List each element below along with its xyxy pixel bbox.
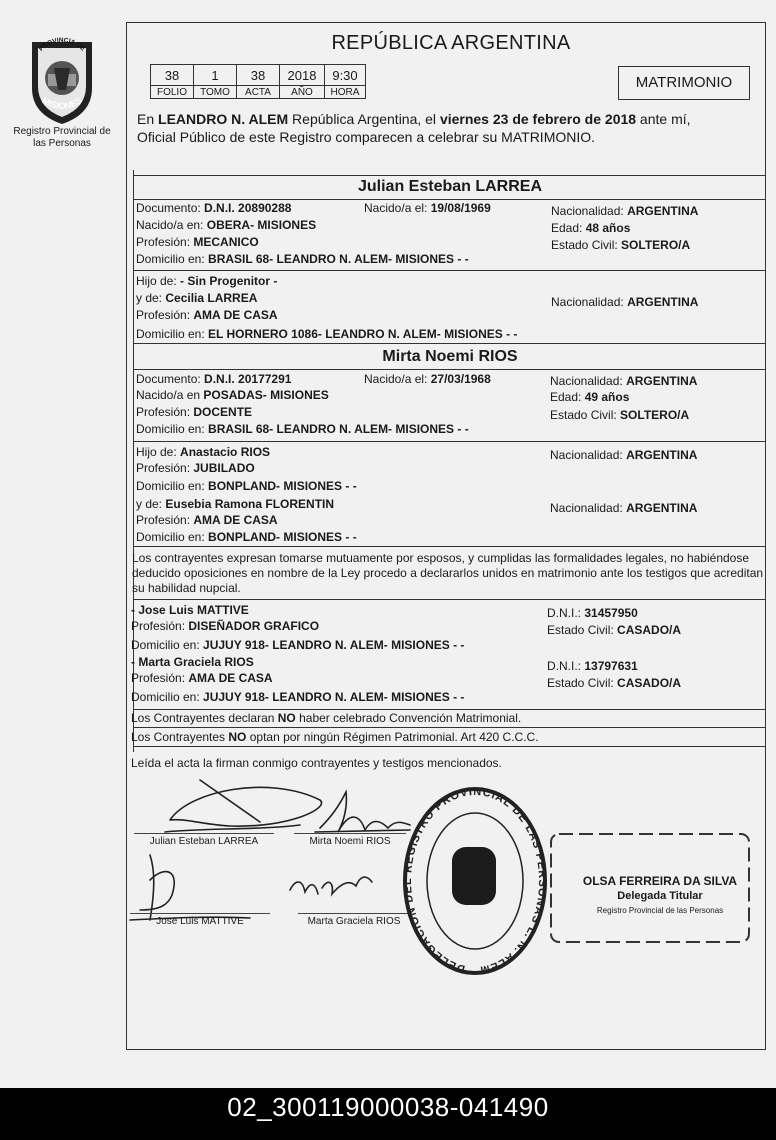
witness2-name: - Marta Graciela RIOS: [131, 655, 254, 669]
regime-statement: Los Contrayentes NO optan por ningún Régimen Patrimonial. Art 420 C.C.C.: [131, 730, 539, 744]
tomo-label: TOMO: [194, 86, 237, 99]
sig-label-witness1: Jose Luis MATTIVE: [156, 916, 244, 927]
groom-nationality: Nacionalidad: ARGENTINA: [551, 204, 699, 218]
groom-age: Edad: 48 años: [551, 221, 631, 235]
groom-civil-status: Estado Civil: SOLTERO/A: [551, 238, 691, 252]
intro-paragraph: En LEANDRO N. ALEM República Argentina, el viernes 23 de febrero de 2018 ante mí, Oficial Público de este Registro comparecen a celebrar su MATRIMONIO.: [137, 111, 691, 145]
acta-value: 38: [237, 65, 280, 86]
closing-statement: Leída el acta la firman conmigo contrayentes y testigos mencionados.: [131, 756, 502, 770]
sigline: [130, 913, 270, 914]
witness1-dni: D.N.I.: 31457950: [547, 606, 638, 620]
sig-label-bride: Mirta Noemi RIOS: [309, 836, 391, 847]
groom-father: Hijo de: - Sin Progenitor -: [136, 274, 278, 288]
country-title: REPÚBLICA ARGENTINA: [331, 32, 571, 54]
official-round-seal: [400, 785, 550, 980]
groom-birth: Nacido/a el: 19/08/1969: [364, 201, 491, 215]
rule: [134, 746, 766, 747]
witness1-profession: Profesión: DISEÑADOR GRAFICO: [131, 619, 320, 633]
bride-nationality: Nacionalidad: ARGENTINA: [550, 374, 698, 388]
sigline: [294, 833, 406, 834]
bride-name: Mirta Noemi RIOS: [382, 348, 518, 365]
svg-text:DELEGACION DEL REGISTRO PROVIN: DELEGACION DEL REGISTRO PROVINCIAL DE LAS PERSONAS L. N. ALEM: [402, 785, 549, 976]
groom-name: Julian Esteban LARREA: [357, 178, 543, 195]
sig-label-witness2: Marta Graciela RIOS: [307, 916, 401, 927]
rule: [134, 343, 766, 344]
acta-label: ACTA: [237, 86, 280, 99]
bride-father-address: Domicilio en: BONPLAND- MISIONES - -: [136, 479, 357, 493]
witness2-profession: Profesión: AMA DE CASA: [131, 671, 273, 685]
rule: [134, 727, 766, 728]
witness1-address: Domicilio en: JUJUY 918- LEANDRO N. ALEM- MISIONES - -: [131, 638, 465, 652]
rule: [134, 709, 766, 710]
bride-born-in: Nacido/a en POSADAS- MISIONES: [136, 388, 329, 402]
bride-mother-nationality: Nacionalidad: ARGENTINA: [550, 501, 698, 515]
rule: [134, 270, 766, 271]
legal-declaration: Los contrayentes expresan tomarse mutuamente por esposos, y cumplidas las formalidades legales, no habiéndose deducido oposiciones en nombre de la Ley procedo a declararlos unidos en matrimonio ante los testigos que acreditan su habilidad nupcial.: [132, 551, 764, 595]
officer-title: Delegada Titular: [617, 890, 703, 902]
rule: [134, 599, 766, 600]
sigline: [298, 913, 410, 914]
groom-address: Domicilio en: BRASIL 68- LEANDRO N. ALEM- MISIONES - -: [136, 252, 469, 266]
stamp-border: [545, 826, 755, 950]
bride-mother-profession: Profesión: AMA DE CASA: [136, 513, 278, 527]
sigline: [134, 833, 274, 834]
hora-value: 9:30: [325, 65, 366, 86]
bride-mother-address: Domicilio en: BONPLAND- MISIONES - -: [136, 530, 357, 544]
hora-label: HORA: [325, 86, 366, 99]
rule: [134, 441, 766, 442]
tomo-value: 1: [194, 65, 237, 86]
convention-statement: Los Contrayentes declaran NO haber celebrado Convención Matrimonial.: [131, 711, 522, 725]
witness2-address: Domicilio en: JUJUY 918- LEANDRO N. ALEM- MISIONES - -: [131, 690, 465, 704]
svg-text:MISIONES: MISIONES: [40, 95, 84, 112]
bride-mother: y de: Eusebia Ramona FLORENTIN: [136, 497, 335, 511]
province-emblem: [22, 28, 102, 128]
folio-label: FOLIO: [151, 86, 194, 99]
witness2-civil-status: Estado Civil: CASADO/A: [547, 676, 682, 690]
groom-mother-profession: Profesión: AMA DE CASA: [136, 308, 278, 322]
groom-mother: y de: Cecilia LARREA: [136, 291, 258, 305]
witness2-dni: D.N.I.: 13797631: [547, 659, 638, 673]
groom-mother-nationality: Nacionalidad: ARGENTINA: [551, 295, 699, 309]
officer-stamp: [545, 826, 755, 950]
groom-mother-address: Domicilio en: EL HORNERO 1086- LEANDRO N. ALEM- MISIONES - -: [136, 327, 518, 341]
officer-name: OLSA FERREIRA DA SILVA: [582, 874, 738, 888]
bride-father-profession: Profesión: JUBILADO: [136, 461, 255, 475]
document-id: 02_300119000038-041490: [227, 1092, 549, 1122]
ano-value: 2018: [280, 65, 325, 86]
groom-profession: Profesión: MECANICO: [136, 235, 259, 249]
officer-office: Registro Provincial de las Personas: [596, 906, 724, 915]
rule: [134, 369, 766, 370]
registry-label: Registro Provincial de las Personas: [13, 126, 111, 149]
bride-doc: Documento: D.N.I. 20177291: [136, 372, 292, 386]
rule: [134, 175, 766, 176]
bride-father: Hijo de: Anastacio RIOS: [136, 445, 271, 459]
sig-label-groom: Julian Esteban LARREA: [149, 836, 259, 847]
folio-value: 38: [151, 65, 194, 86]
bride-address: Domicilio en: BRASIL 68- LEANDRO N. ALEM- MISIONES - -: [136, 422, 469, 436]
bride-age: Edad: 49 años: [550, 390, 630, 404]
svg-text:PROVINCIA DE: PROVINCIA DE: [37, 36, 87, 53]
witness1-civil-status: Estado Civil: CASADO/A: [547, 623, 682, 637]
witness1-name: - Jose Luis MATTIVE: [131, 603, 249, 617]
bride-father-nationality: Nacionalidad: ARGENTINA: [550, 448, 698, 462]
act-metadata-table: [150, 64, 366, 99]
act-type-box: MATRIMONIO: [618, 66, 750, 100]
city: LEANDRO N. ALEM: [158, 111, 289, 127]
rule: [134, 546, 766, 547]
ano-label: AÑO: [280, 86, 325, 99]
groom-born-in: Nacido/a en: OBERA- MISIONES: [136, 218, 317, 232]
rule: [134, 199, 766, 200]
bride-birth: Nacido/a el: 27/03/1968: [364, 372, 491, 386]
bride-civil-status: Estado Civil: SOLTERO/A: [550, 408, 690, 422]
ceremony-date: viernes 23 de febrero de 2018: [439, 111, 637, 127]
bride-profession: Profesión: DOCENTE: [136, 405, 253, 419]
groom-doc: Documento: D.N.I. 20890288: [136, 201, 292, 215]
